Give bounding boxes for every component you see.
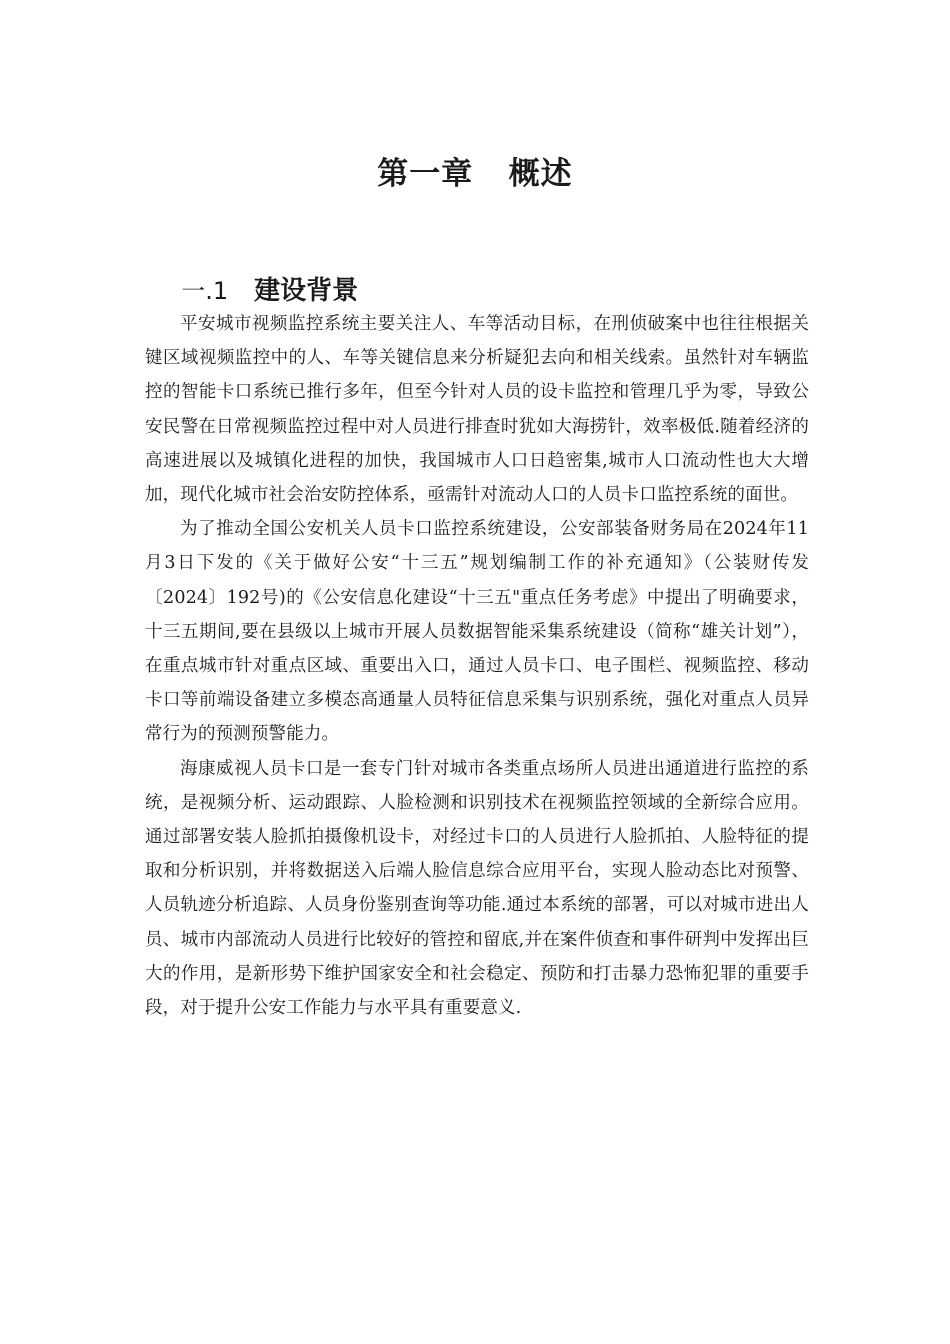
section-title: 建设背景 — [254, 276, 359, 306]
section-number: 一.1 — [181, 277, 229, 305]
paragraph: 平安城市视频监控系统主要关注人、车等活动目标，在刑侦破案中也往往根据关键区域视频监控中的人、车等关键信息来分析疑犯去向和相关线索。虽然针对车辆监控的智能卡口系统已推行多年，但至今针对人员的设卡监控和管理几乎为零，导致公安民警在日常视频监控过程中对人员进行排查时犹如大海捞针，效率极低.随着经济的高速进展以及城镇化进程的加快，我国城市人口日趋密集,城市人口流动性也大大增加，现代化城市社会治安防控体系，亟需针对流动人口的人员卡口监控系统的面世。 — [145, 314, 809, 506]
chapter-title: 第一章 概述 — [377, 156, 573, 192]
section-body — [145, 307, 809, 1025]
paragraph: 为了推动全国公安机关人员卡口监控系统建设，公安部装备财务局在2024年11月3日下发的《关于做好公安“十三五”规划编制工作的补充通知》（公装财传发〔2024〕192号)的《公安信息化建设“十三五"重点任务考虑》中提出了明确要求，十三五期间,要在县级以上城市开展人员数据智能采集系统建设（简称“雄关计划”），在重点城市针对重点区域、重要出入口，通过人员卡口、电子围栏、视频监控、移动卡口等前端设备建立多模态高通量人员特征信息采集与识别系统，强化对重点人员异常行为的预测预警能力。 — [145, 519, 809, 745]
paragraph: 海康威视人员卡口是一套专门针对城市各类重点场所人员进出通道进行监控的系统，是视频分析、运动跟踪、人脸检测和识别技术在视频监控领域的全新综合应用。通过部署安装人脸抓拍摄像机设卡，对经过卡口的人员进行人脸抓拍、人脸特征的提取和分析识别，并将数据送入后端人脸信息综合应用平台，实现人脸动态比对预警、人员轨迹分析追踪、人员身份鉴别查询等功能.通过本系统的部署，可以对城市进出人员、城市内部流动人员进行比较好的管控和留底,并在案件侦查和事件研判中发挥出巨大的作用，是新形势下维护国家安全和社会稳定、预防和打击暴力恐怖犯罪的重要手段，对于提升公安工作能力与水平具有重要意义. — [145, 758, 809, 1019]
